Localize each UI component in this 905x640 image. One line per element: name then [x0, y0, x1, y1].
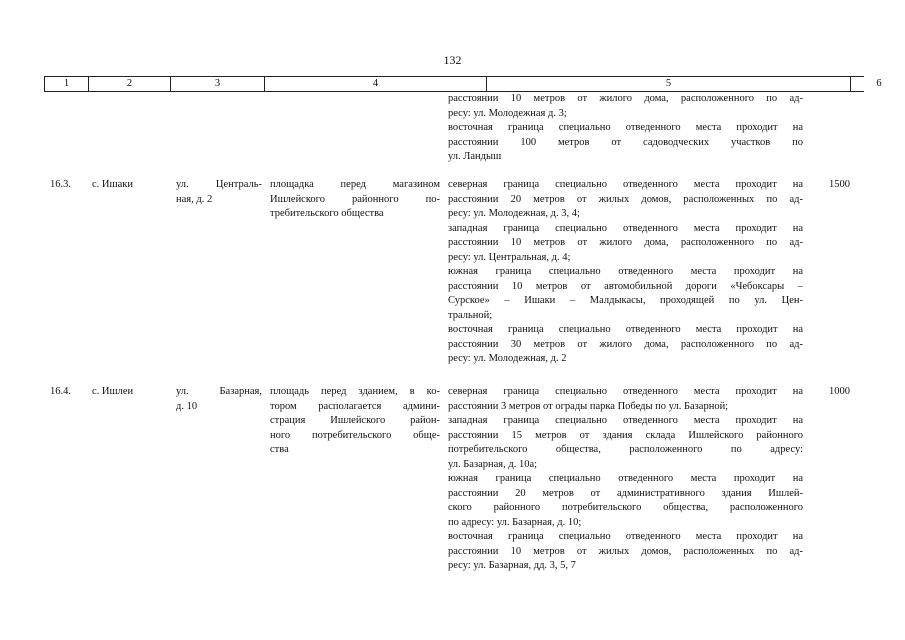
place-line: ства — [270, 444, 289, 455]
description-line: западная граница специально отведенного места проходит на — [448, 222, 803, 234]
description-line: ресу: ул. Базарная, дд. 3, 5, 7 — [448, 560, 576, 571]
description-line: расстоянии 20 метров от административного здания Ишлей- — [448, 487, 803, 499]
description-line: южная граница специально отведенного места проходит на — [448, 266, 803, 277]
settlement: с. Ишаки — [92, 179, 133, 190]
description-line: расстоянии 20 метров от жилых домов, расположенных по ад- — [448, 193, 803, 205]
description-line: расстоянии 10 метров от жилого дома, расположенного по ад- — [448, 93, 803, 104]
place-line: тором располагается админи- — [270, 400, 440, 412]
place-line: страция Ишлейского район- — [270, 415, 440, 426]
description-line: ул. Базарная, д. 10а; — [448, 458, 538, 470]
description-line: восточная граница специально отведенного места проходит на — [448, 531, 803, 542]
description-line: расстоянии 10 метров от автомобильной дороги «Чебоксары – — [448, 280, 803, 292]
description-line: расстоянии 3 метров от ограды парка Победы по ул. Базарной; — [448, 400, 729, 412]
description-line: расстоянии 30 метров от жилого дома, расположенного по ад- — [448, 338, 803, 350]
description-line: потребительского общества, расположенного по адресу: — [448, 444, 803, 455]
description-line: расстоянии 10 метров от жилого дома, расположенного по ад- — [448, 237, 803, 248]
page-number: 132 — [443, 53, 462, 67]
place-line: Ишлейского районного по- — [270, 193, 440, 205]
address-line: ул. Централь- — [176, 179, 262, 190]
description-line: ресу: ул. Центральная, д. 4; — [448, 251, 571, 263]
address — [176, 385, 262, 414]
address-line: ул. Базарная, — [176, 386, 262, 397]
description-line: расстоянии 15 метров от здания склада Ишлейского районного — [448, 429, 803, 441]
description-line: Сурское» – Ишаки – Малдыкасы, проходящей по ул. Цен- — [448, 295, 803, 306]
table-header — [44, 76, 882, 92]
header-col-1: 1 — [44, 77, 88, 91]
area: 1500 — [829, 179, 850, 190]
settlement: с. Ишлеи — [92, 386, 134, 397]
description-line: ресу: ул. Молодежная, д. 3, 4; — [448, 208, 580, 219]
header-col-5: 5 — [486, 77, 850, 91]
address — [176, 178, 262, 207]
header-col-6: 6 — [850, 77, 905, 91]
header-col-4: 4 — [264, 77, 486, 91]
description-line: южная граница специально отведенного места проходит на — [448, 473, 803, 484]
place-line: ного потребительского обще- — [270, 429, 440, 441]
row-number: 16.3. — [50, 179, 71, 190]
continuation-description — [448, 92, 803, 165]
description-line: ресу: ул. Молодежная, д. 2 — [448, 353, 567, 364]
description — [448, 385, 803, 574]
description-line: ского районного потребительского общества, расположенного — [448, 502, 803, 513]
place — [270, 178, 440, 222]
row-number: 16.4. — [50, 386, 71, 397]
description-line: тральной; — [448, 309, 493, 321]
description-line: расстоянии 10 метров от жилых домов, расположенных по ад- — [448, 545, 803, 557]
description — [448, 178, 803, 367]
description-line: северная граница специально отведенного места проходит на — [448, 179, 803, 190]
header-col-2: 2 — [88, 77, 170, 91]
description-line: расстоянии 100 метров от садоводческих участков по — [448, 136, 803, 148]
address-line: ная, д. 2 — [176, 193, 213, 205]
description-line: по адресу: ул. Базарная, д. 10; — [448, 516, 582, 528]
description-line: ресу: ул. Молодежная д. 3; — [448, 107, 567, 119]
place-line: площадка перед магазином — [270, 179, 440, 190]
place-line: требительского общества — [270, 208, 384, 219]
description-line: ул. Ландыш — [448, 151, 502, 162]
place-line: площадь перед зданием, в ко- — [270, 386, 440, 397]
place — [270, 385, 440, 458]
header-col-3: 3 — [170, 77, 264, 91]
description-line: восточная граница специально отведенного места проходит на — [448, 324, 803, 335]
address-line: д. 10 — [176, 400, 198, 412]
area: 1000 — [829, 386, 850, 397]
description-line: западная граница специально отведенного места проходит на — [448, 415, 803, 426]
description-line: северная граница специально отведенного места проходит на — [448, 386, 803, 397]
description-line: восточная граница специально отведенного места проходит на — [448, 122, 803, 133]
